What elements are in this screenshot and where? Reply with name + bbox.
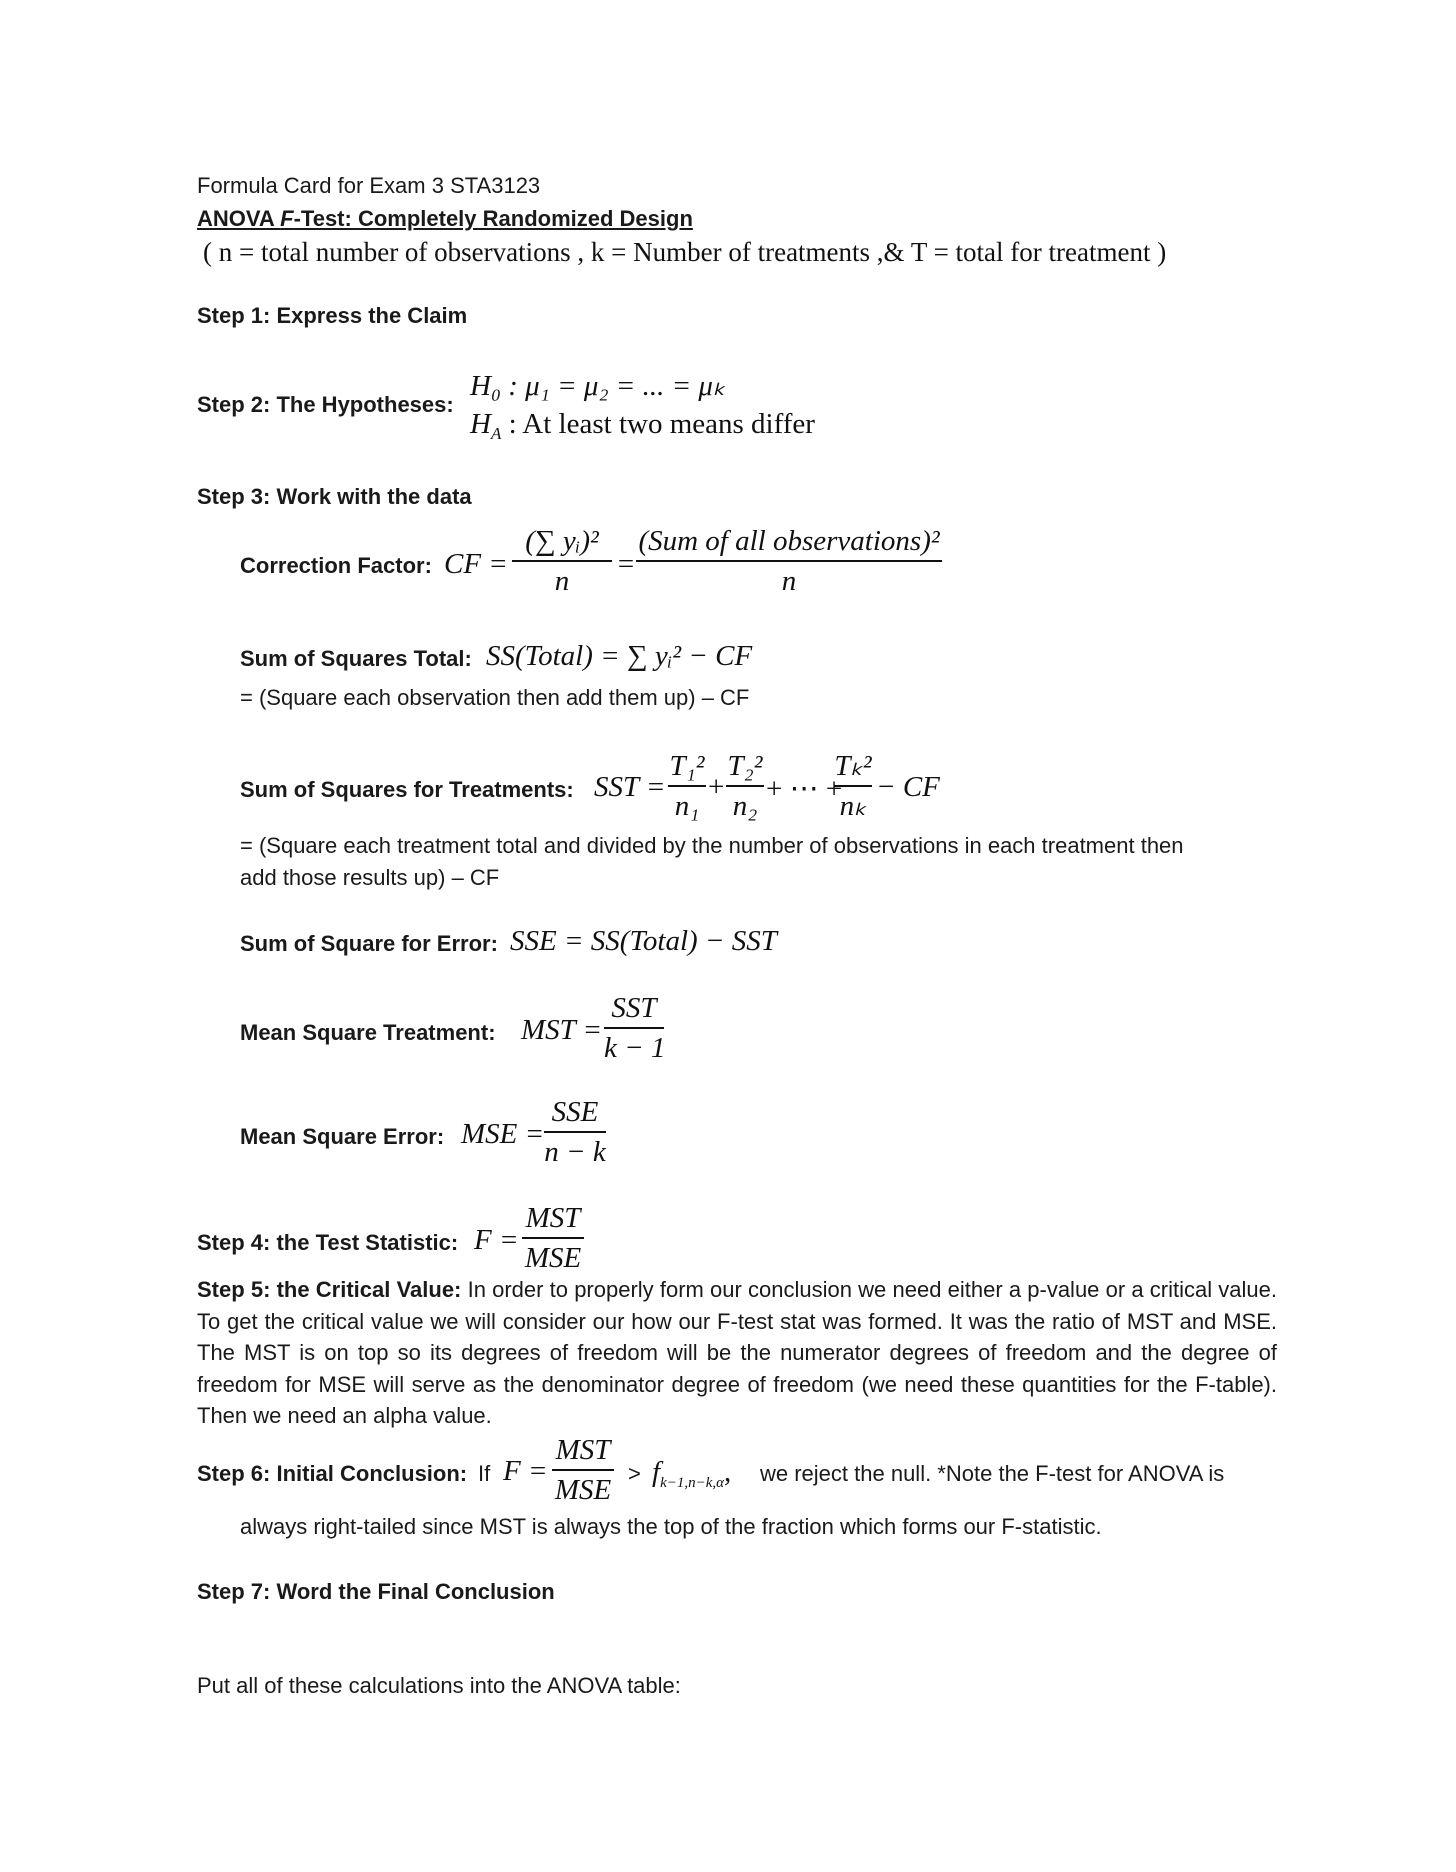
step5-label: Step 5: the Critical Value: [197, 1277, 462, 1302]
cf-fraction-2: (Sum of all observations)² n [636, 523, 942, 599]
card-title: Formula Card for Exam 3 STA3123 [197, 173, 541, 198]
alternative-hypothesis: $H_A$ : At least two means differ [470, 408, 815, 443]
sst-note-line2: add those results up) – CF [240, 865, 500, 890]
sse-label: Sum of Square for Error: [240, 931, 498, 956]
step2-label: Step 2: The Hypotheses: [197, 392, 454, 417]
sst-label: Sum of Squares for Treatments: [240, 777, 574, 802]
test-statistic-fraction: MST MSE [522, 1200, 584, 1276]
step6-line2: always right-tailed since MST is always the top of the fraction which forms our F-statistic. [240, 1514, 1102, 1539]
mse-lhs: MSE = [461, 1118, 545, 1150]
null-hypothesis: H₀ : μ₁ = μ₂ = ... = μₖ [470, 370, 726, 402]
section-heading: ANOVA F-Test: Completely Randomized Design [197, 206, 693, 231]
sse-formula: SSE = SS(Total) − SST [510, 925, 777, 957]
cf-equals: = [616, 548, 636, 580]
step6-if: If [478, 1461, 491, 1486]
step4-lhs: F = [474, 1224, 519, 1256]
step4-label: Step 4: the Test Statistic: [197, 1230, 459, 1255]
step7-label: Step 7: Word the Final Conclusion [197, 1579, 555, 1604]
sst-term-k: Tₖ² nₖ [834, 750, 872, 822]
cf-label: Correction Factor: [240, 553, 432, 578]
sst-lhs: SST = [594, 771, 666, 803]
mst-label: Mean Square Treatment: [240, 1020, 496, 1045]
sst-tail: − CF [876, 771, 940, 803]
definitions-line: ( n = total number of observations , k = Number of treatments ,& T = total for treatment ) [203, 237, 1167, 267]
sst-note-line1: = (Square each treatment total and divided by the number of observations in each treatment then [240, 833, 1184, 858]
sst-term-1: T₁² n₁ [669, 750, 705, 822]
cf-fraction-1: (∑ yᵢ)² n [512, 523, 612, 599]
sst-term-2: T₂² n₂ [727, 750, 763, 822]
step6-lhs: F = [503, 1455, 548, 1487]
ss-total-label: Sum of Squares Total: [240, 646, 472, 671]
mst-fraction: SST k − 1 [604, 992, 666, 1064]
ss-total-formula: SS(Total) = ∑ yᵢ² − CF [486, 640, 753, 672]
step5-text: In order to properly form our conclusion we need either a p-value or a critical value. To get the critical value we will consider our how our F-test stat was formed. It was the ratio of MST and MSE. The MST is on top so its degrees of freedom will be the numerator degrees of freedom and the degree of freedom for MSE will serve as the denominator degree of freedom (we need these quantities for the F-table). Then we need an alpha value. [197, 1277, 1277, 1428]
mse-fraction: SSE n − k [544, 1096, 606, 1168]
step6-gt: > [628, 1461, 641, 1486]
critical-value-symbol: $f_{k-1,n-k,\alpha}$, [652, 1456, 732, 1491]
sst-dots: + ⋯ + [766, 773, 843, 805]
anova-table-instruction: Put all of these calculations into the ANOVA table: [197, 1673, 681, 1698]
step6-fraction: MST MSE [552, 1432, 614, 1508]
cf-lhs: CF = [444, 548, 508, 580]
step5-paragraph [197, 1274, 1277, 1432]
sst-plus: + [708, 771, 725, 803]
mse-label: Mean Square Error: [240, 1124, 445, 1149]
step3-label: Step 3: Work with the data [197, 484, 472, 509]
step6-label: Step 6: Initial Conclusion: [197, 1461, 468, 1486]
mst-lhs: MST = [521, 1014, 603, 1046]
step6-tail: we reject the null. *Note the F-test for ANOVA is [760, 1461, 1225, 1486]
step1-label: Step 1: Express the Claim [197, 303, 468, 328]
ss-total-note: = (Square each observation then add them up) – CF [240, 685, 750, 710]
